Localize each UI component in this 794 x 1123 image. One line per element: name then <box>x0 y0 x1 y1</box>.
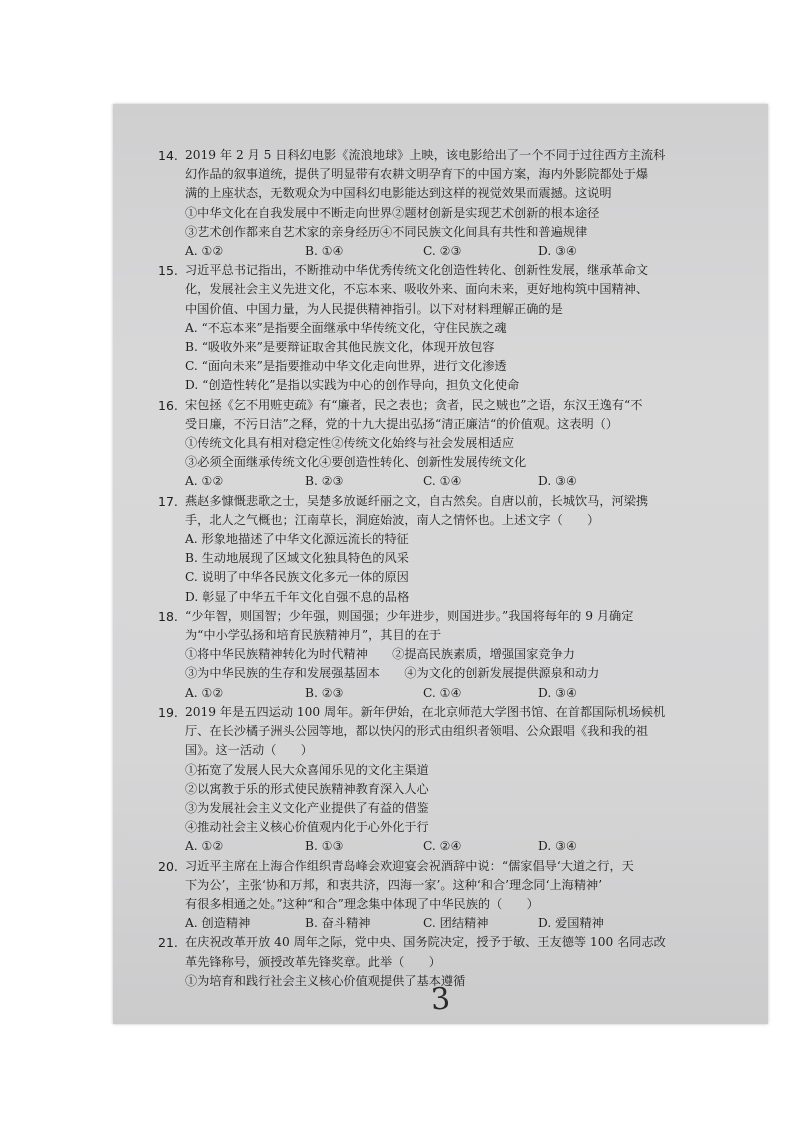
question-number: 19. <box>158 704 178 720</box>
question-number: 18. <box>158 608 178 624</box>
statement-option: ①将中华民族精神转化为时代精神 ②提高民族素质，增强国家竞争力 <box>185 647 575 662</box>
statement-option: ①拓宽了发展人民大众喜闻乐见的文化主渠道 <box>185 762 429 777</box>
answer-choice: A. ①② <box>185 474 224 489</box>
answer-choice: A. 创造精神 <box>185 916 251 931</box>
question-stem-text: 燕赵多慷慨悲歌之士，吴楚多放诞纤丽之文，自古然矣。自唐以前，长城饮马，河梁携 <box>185 493 649 508</box>
question-stem-line: 手，北人之气概也；江南草长，洞庭始波，南人之情怀也。上述文字（ ） <box>185 512 600 527</box>
answer-choice: C. ①④ <box>423 685 462 700</box>
question-number: 14. <box>158 148 178 163</box>
question-stem-text: 宋包拯《乞不用赃吏疏》有“廉者，民之表也；贪者，民之贼也”之语，东汉王逸有“不 <box>185 397 643 412</box>
question-stem-first-line <box>158 261 753 280</box>
question-stem-first-line <box>158 146 753 165</box>
answer-choice: C. ②③ <box>423 244 462 259</box>
statement-option: ③为发展社会主义文化产业提供了有益的借鉴 <box>185 800 429 815</box>
question-number: 17. <box>158 493 178 509</box>
statement-option: ①传统文化具有相对稳定性②传统文化始终与社会发展相适应 <box>185 436 515 451</box>
question-number: 15. <box>158 263 178 279</box>
answer-choice: A. ①② <box>185 244 224 259</box>
statement-option: ③为中华民族的生存和发展强基固本 ④为文化的创新发展提供源泉和动力 <box>185 666 600 681</box>
answer-choice: B. ②③ <box>305 685 344 700</box>
question-6 <box>158 857 753 934</box>
exam-paper-sheet <box>113 104 768 1024</box>
question-5 <box>158 703 753 857</box>
answer-choice: C. ①④ <box>423 474 462 489</box>
answer-choice: B. ①③ <box>305 839 344 854</box>
answer-choice: B. ②③ <box>305 474 344 489</box>
question-stem-first-line <box>158 857 753 876</box>
question-0 <box>158 146 753 261</box>
answer-choice: D. 爱国精神 <box>538 916 604 931</box>
question-stem-first-line <box>158 933 753 952</box>
answer-choice: D. ③④ <box>538 839 577 854</box>
question-stem-line: 国》。这一活动（ ） <box>185 743 313 758</box>
statement-option: A. 形象地描述了中华文化源远流长的特征 <box>185 532 409 547</box>
question-stem-text: 2019 年是五四运动 100 周年。新年伊始，在北京师范大学图书馆、在首都国际机场候机 <box>185 704 666 719</box>
answer-choice: C. 团结精神 <box>423 916 489 931</box>
question-stem-line: 化，发展社会主义先进文化，不忘本来、吸收外来、面向未来，更好地构筑中国精神、 <box>185 282 649 297</box>
question-stem-line: 有很多相通之处。”这种“和合”理念集中体现了中华民族的（ ） <box>185 896 539 911</box>
answer-choice: B. 奋斗精神 <box>305 916 371 931</box>
statement-option: ①为培育和践行社会主义核心价值观提供了基本遵循 <box>185 973 466 988</box>
question-number: 20. <box>158 858 178 874</box>
answer-choices <box>158 837 753 856</box>
statement-option: ③艺术创作都来自艺术家的亲身经历④不同民族文化间具有共性和普遍规律 <box>185 224 588 239</box>
question-stem-first-line <box>158 703 753 722</box>
question-stem-line: 幻作品的叙事道统，提供了明显带有农耕文明孕育下的中国方案，海内外影院都处于爆 <box>185 167 649 182</box>
question-stem-line: 革先锋称号，颁授改革先锋奖章。此举（ ） <box>185 954 441 969</box>
question-stem-line: 中国价值、中国力量，为人民提供精神指引。以下对材料理解正确的是 <box>185 301 563 316</box>
statement-option: D. “创造性转化”是指以实践为中心的创作导向，担负文化使命 <box>185 378 520 393</box>
question-stem-line: 受日廉，不污日洁”之释，党的十九大提出弘扬“清正廉洁“的价值观。这表明（） <box>185 416 619 431</box>
question-stem-line: 厅、在长沙橘子洲头公园等地，都以快闪的形式由组织者领唱、公众跟唱《我和我的祖 <box>185 724 649 739</box>
question-list <box>158 146 753 991</box>
question-4 <box>158 607 753 703</box>
answer-choice: D. ③④ <box>538 244 577 259</box>
question-stem-line: 下为公’，主张‘协和万邦，和衷共济，四海一家’。这种‘和合’理念同‘上海精神’ <box>185 877 603 892</box>
answer-choices <box>158 242 753 261</box>
statement-option: C. 说明了中华各民族文化多元一体的原因 <box>185 570 409 585</box>
statement-option: C. “面向未来”是指要推动中华文化走向世界，进行文化渗透 <box>185 359 507 374</box>
answer-choice: A. ①② <box>185 839 224 854</box>
statement-option: ④推动社会主义核心价值观内化于心外化于行 <box>185 820 429 835</box>
statement-option: ③必须全面继承传统文化④要创造性转化、创新性发展传统文化 <box>185 455 527 470</box>
question-stem-text: 习近平主席在上海合作组织青岛峰会欢迎宴会祝酒辞中说：“儒家倡导‘大道之行，天 <box>185 858 634 873</box>
question-stem-first-line <box>158 492 753 511</box>
answer-choice: A. ①② <box>185 685 224 700</box>
answer-choice: C. ②④ <box>423 839 462 854</box>
statement-option: ②以寓教于乐的形式使民族精神教育深入人心 <box>185 781 429 796</box>
question-stem-text: 2019 年 2 月 5 日科幻电影《流浪地球》上映，该电影给出了一个不同于过往西方主流科 <box>185 148 666 162</box>
answer-choices <box>158 684 753 703</box>
question-stem-line: 满的上座状态，无数观众为中国科幻电影能达到这样的视觉效果而震撼。这说明 <box>185 186 612 201</box>
answer-choices <box>158 472 753 491</box>
answer-choice: D. ③④ <box>538 474 577 489</box>
statement-option: B. 生动地展现了区域文化独具特色的风采 <box>185 551 409 566</box>
question-stem-text: 习近平总书记指出，不断推动中华优秀传统文化创造性转化、创新性发展，继承革命文 <box>185 263 649 278</box>
question-number: 16. <box>158 397 178 413</box>
statement-option: A. “不忘本来”是指要全面继承中华传统文化，守住民族之魂 <box>185 320 507 335</box>
question-1 <box>158 261 753 395</box>
answer-choice: D. ③④ <box>538 685 577 700</box>
question-3 <box>158 492 753 607</box>
page-number: 3 <box>429 981 452 1018</box>
question-2 <box>158 396 753 492</box>
statement-option: B. “吸收外来”是要辩证取舍其他民族文化，体现开放包容 <box>185 340 495 355</box>
question-number: 21. <box>158 935 178 951</box>
question-stem-text: “少年智，则国智；少年强，则国强；少年进步，则国进步。”我国将每年的 9 月确定 <box>185 608 634 623</box>
question-stem-first-line <box>158 396 753 415</box>
answer-choices <box>158 914 753 933</box>
statement-option: ①中华文化在自我发展中不断走向世界②题材创新是实现艺术创新的根本途径 <box>185 205 600 220</box>
question-stem-first-line <box>158 607 753 626</box>
question-stem-text: 在庆祝改革开放 40 周年之际，党中央、国务院决定，授予于敏、王友德等 100 名同志改 <box>185 935 666 950</box>
answer-choice: B. ①④ <box>305 244 344 259</box>
statement-option: D. 彰显了中华五千年文化自强不息的品格 <box>185 589 410 604</box>
question-stem-line: 为“中小学弘扬和培育民族精神月”，其目的在于 <box>185 628 442 643</box>
question-7 <box>158 933 753 991</box>
